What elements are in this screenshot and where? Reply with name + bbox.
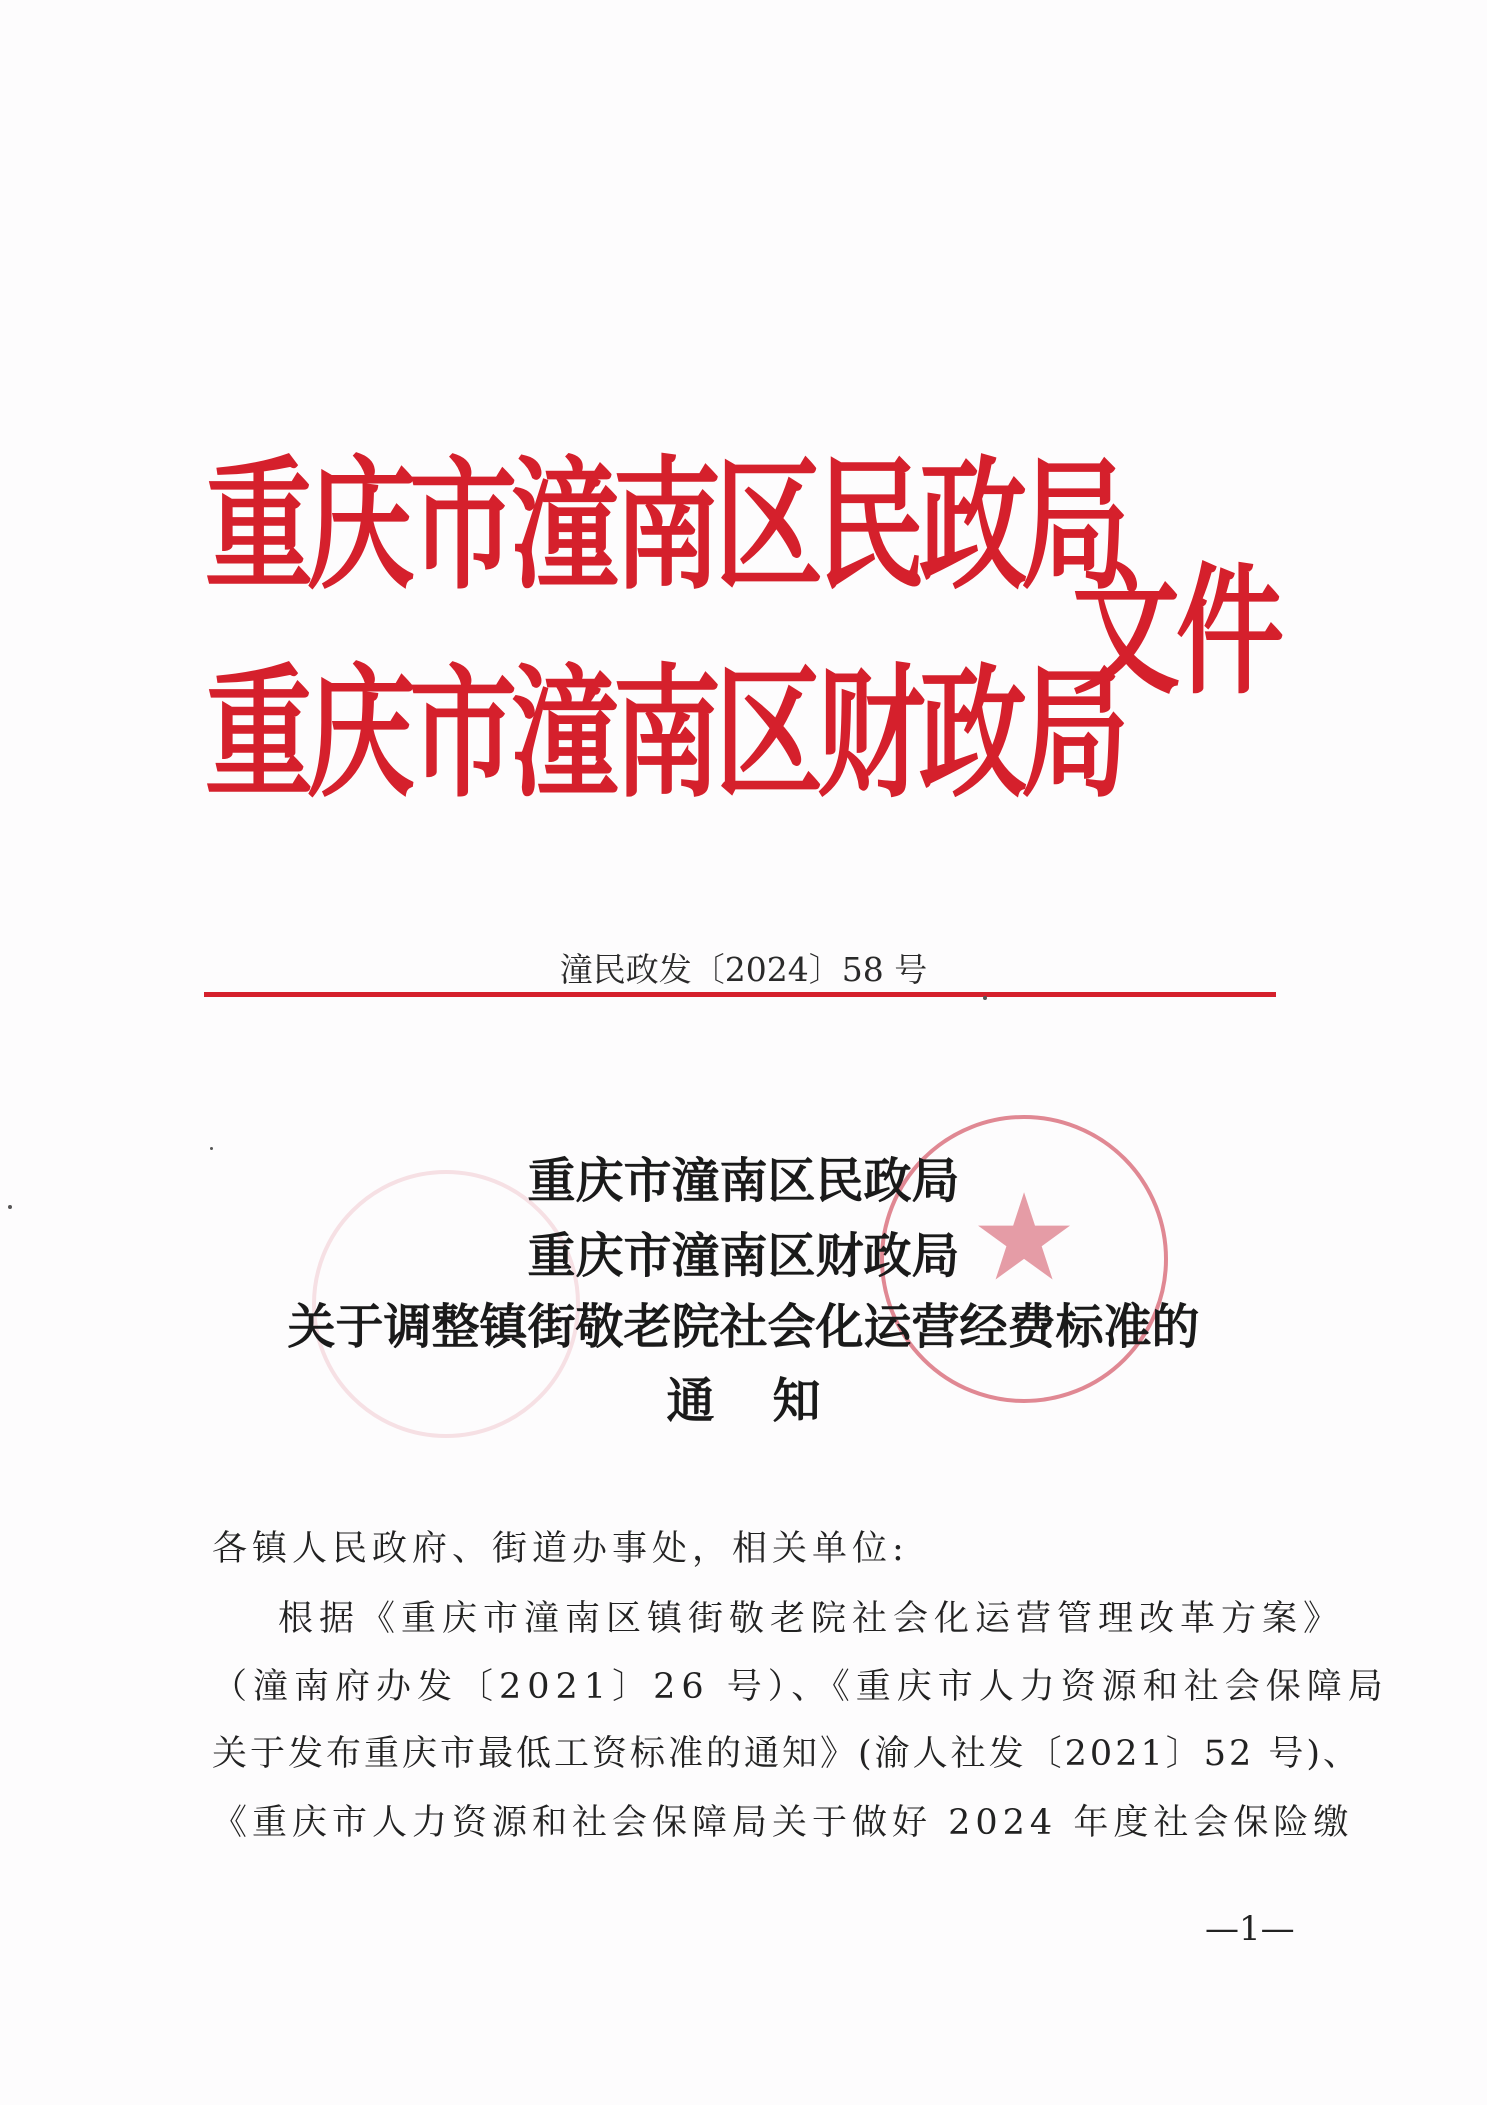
red-divider-line [204,992,1276,997]
issuer-name-1: 重庆市潼南区民政局 [205,443,1124,610]
issuer-name-2: 重庆市潼南区财政局 [205,651,1124,818]
body-text-line: （潼南府办发〔2021〕26 号）、《重庆市人力资源和社会保障局 [212,1667,1389,1707]
body-text-line: 关于发布重庆市最低工资标准的通知》(渝人社发〔2021〕52 号)、 [212,1734,1362,1774]
body-text-line: 根据《重庆市潼南区镇街敬老院社会化运营管理改革方案》 [278,1599,1345,1639]
seal-star-icon: ★ [970,1169,1078,1308]
document-type-label: 文件 [1072,550,1281,715]
document-number: 潼民政发〔2024〕58 号 [559,950,928,989]
scan-speck [210,1147,213,1150]
title-line-1: 重庆市潼南区民政局 [527,1153,960,1209]
body-text-line: 《重庆市人力资源和社会保障局关于做好 2024 年度社会保险缴 [212,1803,1354,1843]
title-line-3: 关于调整镇街敬老院社会化运营经费标准的 [287,1299,1200,1355]
scan-speck [8,1205,12,1209]
scan-speck [983,996,987,1000]
page-number: —1— [1205,1909,1295,1949]
salutation: 各镇人民政府、街道办事处，相关单位: [212,1529,909,1569]
title-line-2: 重庆市潼南区财政局 [527,1228,960,1284]
title-line-4: 通知 [666,1373,879,1429]
